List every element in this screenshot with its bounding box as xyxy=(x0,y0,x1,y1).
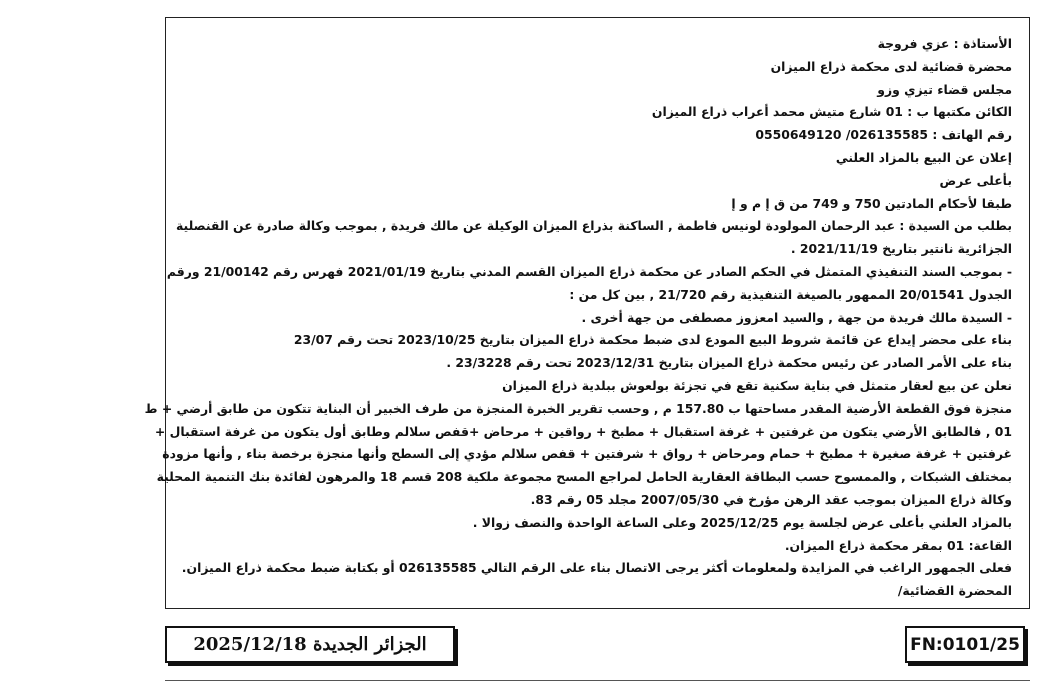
notice-line: بناء على الأمر الصادر عن رئيس محكمة ذراع الميزان بتاريخ 2023/12/31 تحت رقم 23/3228 . xyxy=(446,355,1012,371)
notice-line: الأستاذة : عزي فروجة xyxy=(877,36,1012,51)
notice-line: الجزائرية نانتير بتاريخ 2021/11/19 . xyxy=(790,241,1012,257)
notice-line: بطلب من السيدة : عبد الرحمان المولودة لونيس فاطمة , الساكنة بذراع الميزان الوكيلة عن مالك فريدة , بموجب وكالة صادرة عن القنصلية xyxy=(176,218,1012,234)
notice-line: نعلن عن بيع لعقار متمثل في بناية سكنية تقع في تجزئة بولعوش ببلدية ذراع الميزان xyxy=(502,377,1012,393)
newspaper-date-box xyxy=(165,626,455,663)
notice-line: بأعلى عرض xyxy=(939,172,1012,188)
newspaper-date: الجزائر الجديدة 2025/12/18 xyxy=(193,634,427,655)
notice-line: الجدول 20/01541 الممهور بالصيغة التنفيذية رقم 21/720 , بين كل من : xyxy=(569,286,1012,302)
file-number: FN:0101/25 xyxy=(910,634,1020,655)
notice-line: إعلان عن البيع بالمزاد العلني xyxy=(835,149,1012,165)
notice-line: 01 , فالطابق الأرضي يتكون من غرفتين + غرفة استقبال + مطبخ + رواقين + مرحاض +قفص سلالم وطابق أول يتكون من غرفة استقبال + xyxy=(154,423,1012,439)
notice-line: طبقا لأحكام المادتين 750 و 749 من ق إ م و إ xyxy=(731,195,1012,211)
notice-line: وكالة ذراع الميزان بموجب عقد الرهن مؤرخ في 2007/05/30 مجلد 05 رقم 83. xyxy=(530,491,1012,507)
notice-line: رقم الهاتف : 026135585/ 0550649120 xyxy=(755,127,1012,143)
notice-line: - السيدة مالك فريدة من جهة , والسيد امعزوز مصطفى من جهة أخرى . xyxy=(581,309,1012,325)
notice-body xyxy=(144,33,1012,603)
notice-line: بالمزاد العلني بأعلى عرض لجلسة يوم 2025/12/25 وعلى الساعة الواحدة والنصف زوالا . xyxy=(472,514,1012,530)
notice-line: الكائن مكتبها ب : 01 شارع متيش محمد أعراب ذراع الميزان xyxy=(651,104,1012,120)
notice-line: القاعة: 01 بمقر محكمة ذراع الميزان. xyxy=(784,537,1012,553)
notice-line: المحضرة القضائية/ xyxy=(897,583,1012,599)
notice-line: محضرة قضائية لدى محكمة ذراع الميزان xyxy=(770,58,1012,74)
notice-line: مجلس قضاء تيزي وزو xyxy=(877,81,1012,97)
notice-line: فعلى الجمهور الراغب في المزايدة ولمعلومات أكثر يرجى الاتصال بناء على الرقم التالي 026135585 أو بكتابة ضبط محكمة ذراع الميزان. xyxy=(181,560,1012,576)
notice-line: - بموجب السند التنفيذي المتمثل في الحكم الصادر عن محكمة ذراع الميزان القسم المدني بتاريخ 2021/01/19 فهرس رقم 21/00142 ورقم xyxy=(166,263,1012,279)
notice-line: بمختلف الشبكات , والممسوح حسب البطاقة العقارية الحامل لمراجع المسح مجموعة ملكية 208 قسم 18 والمرهون لفائدة بنك التنمية المحلية xyxy=(156,469,1012,485)
notice-line: منجزة فوق القطعة الأرضية المقدر مساحتها ب 157.80 م , وحسب تقرير الخبرة المنجزة من طرف الخبير أن البناية تتكون من طابق أرضي + ط xyxy=(144,400,1012,416)
notice-line: بناء على محضر إيداع عن قائمة شروط البيع المودع لدى ضبط محكمة ذراع الميزان بتاريخ 2023/10/25 تحت رقم 23/07 xyxy=(293,332,1012,348)
notice-line: غرفتين + غرفة صغيرة + مطبخ + حمام ومرحاض + رواق + شرفتين + قفص سلالم مؤدي إلى السطح وأنها منجزة برخصة بناء , وأنها مزودة xyxy=(162,446,1012,462)
file-number-box xyxy=(905,626,1025,663)
